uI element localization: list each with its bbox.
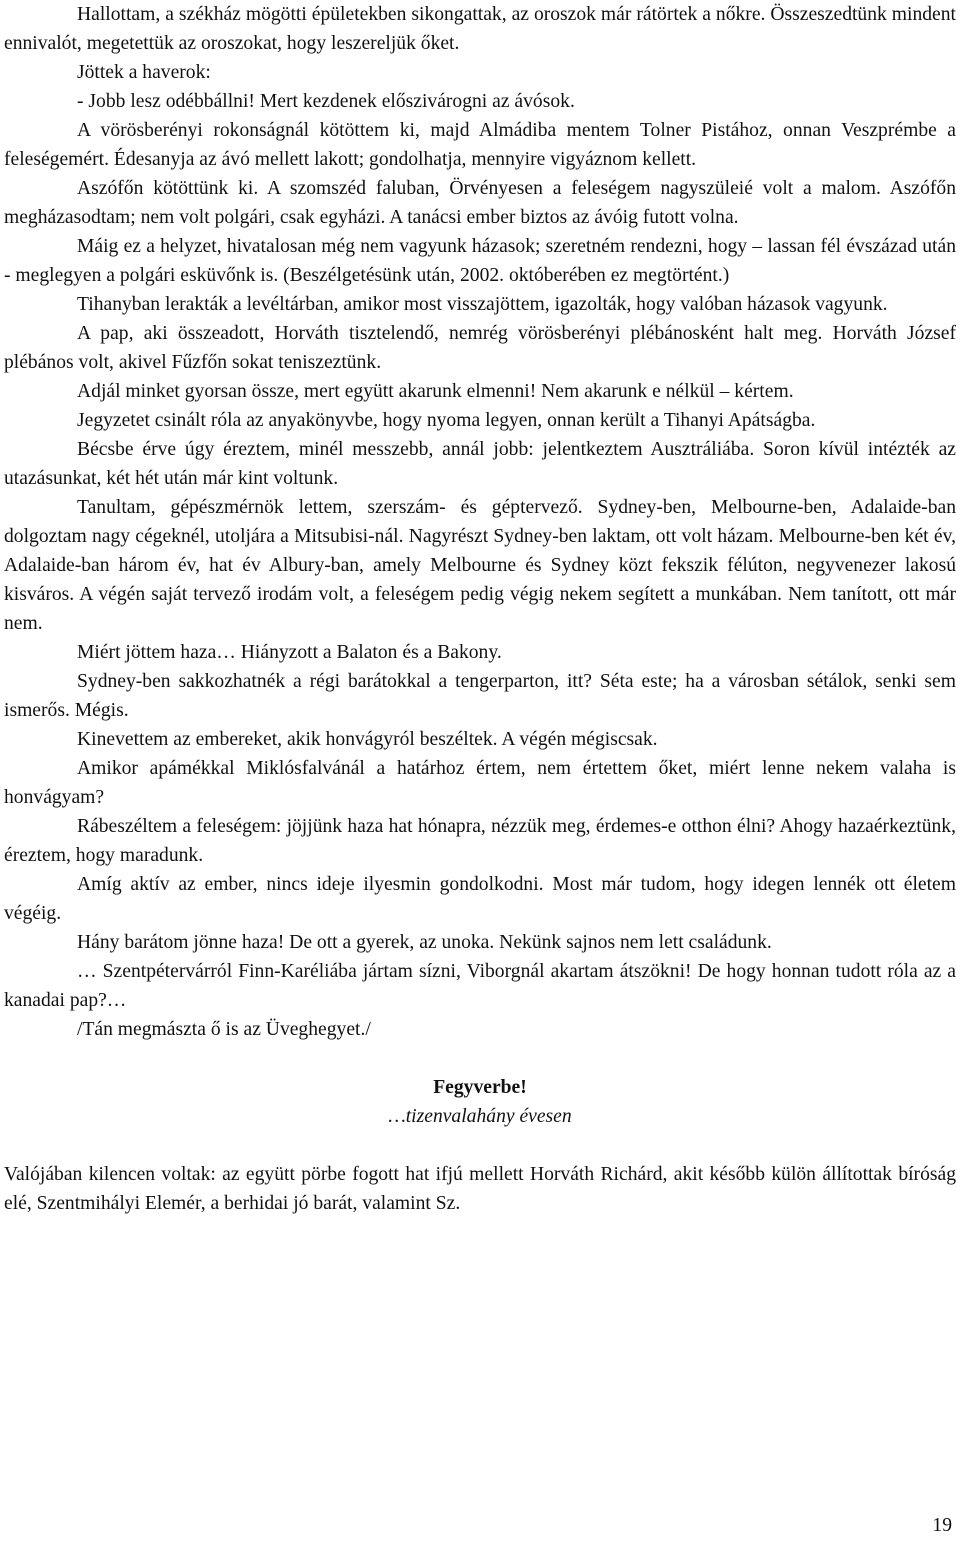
paragraph: A vörösberényi rokonságnál kötöttem ki, majd Almádiba mentem Tolner Pistához, onnan Veszprémbe a feleségemért. Édesanyja az ávó mellett lakott; gondolhatja, mennyire vigyáznom kellett. xyxy=(4,120,956,170)
paragraph: Amikor apámékkal Miklósfalvánál a határhoz értem, nem értettem őket, miért lenne nekem valaha is honvágyam? xyxy=(4,758,956,808)
paragraph: Jöttek a haverok: xyxy=(77,62,211,83)
paragraph: Aszófőn kötöttünk ki. A szomszéd faluban, Örvényesen a feleségem nagyszüleié volt a malom. Aszófőn megházasodtam; nem volt polgári, csak egyházi. A tanácsi ember biztos az ávóig futott volna. xyxy=(4,178,956,228)
paragraph: - Jobb lesz odébbállni! Mert kezdenek előszivárogni az ávósok. xyxy=(77,91,575,112)
paragraph: Máig ez a helyzet, hivatalosan még nem vagyunk házasok; szeretném rendezni, hogy – lassan fél évszázad után - meglegyen a polgári esküvőnk is. (Beszélgetésünk után, 2002. októberében ez megtörtént.) xyxy=(4,236,956,286)
paragraph: Hány barátom jönne haza! De ott a gyerek, az unoka. Nekünk sajnos nem lett családunk. xyxy=(77,932,772,953)
paragraph: Jegyzetet csinált róla az anyakönyvbe, hogy nyoma legyen, onnan került a Tihanyi Apátságba. xyxy=(77,410,816,431)
paragraph: Tihanyban lerakták a levéltárban, amikor most visszajöttem, igazolták, hogy valóban házasok vagyunk. xyxy=(77,294,888,315)
section-subtitle: …tizenvalahány évesen xyxy=(388,1106,572,1127)
paragraph: /Tán megmászta ő is az Üveghegyet./ xyxy=(77,1019,371,1040)
paragraph: Kinevettem az embereket, akik honvágyról beszéltek. A végén mégiscsak. xyxy=(77,729,658,750)
blank-line xyxy=(4,1131,956,1160)
paragraph: Sydney-ben sakkozhatnék a régi barátokkal a tengerparton, itt? Séta este; ha a városban sétálok, senki sem ismerős. Mégis. xyxy=(4,671,956,721)
paragraph: A pap, aki összeadott, Horváth tisztelendő, nemrég vörösberényi plébánosként halt meg. Horváth József plébános volt, akivel Fűzfőn sokat teniszeztünk. xyxy=(4,323,956,373)
paragraph: Amíg aktív az ember, nincs ideje ilyesmin gondolkodni. Most már tudom, hogy idegen lennék ott életem végéig. xyxy=(4,874,956,924)
paragraph: Bécsbe érve úgy éreztem, minél messzebb, annál jobb: jelentkeztem Ausztráliába. Soron kívül intézték az utazásunkat, két hét után már kint voltunk. xyxy=(4,439,956,489)
section-title: Fegyverbe! xyxy=(433,1077,527,1098)
paragraph: Hallottam, a székház mögötti épületekben sikongattak, az oroszok már rátörtek a nőkre. Összeszedtünk mindent ennivalót, megetettük az oroszokat, hogy leszereljük őket. xyxy=(4,4,956,54)
document-page xyxy=(4,0,956,1218)
paragraph: Miért jöttem haza… Hiányzott a Balaton és a Bakony. xyxy=(77,642,502,663)
paragraph: Adjál minket gyorsan össze, mert együtt akarunk elmenni! Nem akarunk e nélkül – kértem. xyxy=(77,381,794,402)
page-number: 19 xyxy=(932,1515,952,1536)
paragraph: … Szentpétervárról Finn-Karéliába jártam sízni, Viborgnál akartam átszökni! De hogy honnan tudott róla az a kanadai pap?… xyxy=(4,961,956,1011)
paragraph: Tanultam, gépészmérnök lettem, szerszám- és géptervező. Sydney-ben, Melbourne-ben, Adalaide-ban dolgoztam nagy cégeknél, utoljára a Mitsubisi-nál. Nagyrészt Sydney-ben laktam, ott volt házam. Melbourne-ben két év, Adalaide-ban három év, hat év Albury-ban, amely Melbourne és Sydney közt fekszik félúton, negyvenezer lakosú kisváros. A végén saját tervező irodám volt, a feleségem pedig végig nekem segített a munkában. Nem tanított, ott már nem. xyxy=(4,497,956,634)
blank-line xyxy=(4,1044,956,1073)
paragraph: Rábeszéltem a feleségem: jöjjünk haza hat hónapra, nézzük meg, érdemes-e otthon élni? Ahogy hazaérkeztünk, éreztem, hogy maradunk. xyxy=(4,816,956,866)
closing-paragraph: Valójában kilencen voltak: az együtt pörbe fogott hat ifjú mellett Horváth Richárd, akit később külön állítottak bíróság elé, Szentmihályi Elemér, a berhidai jó barát, valamint Sz. xyxy=(4,1164,956,1214)
